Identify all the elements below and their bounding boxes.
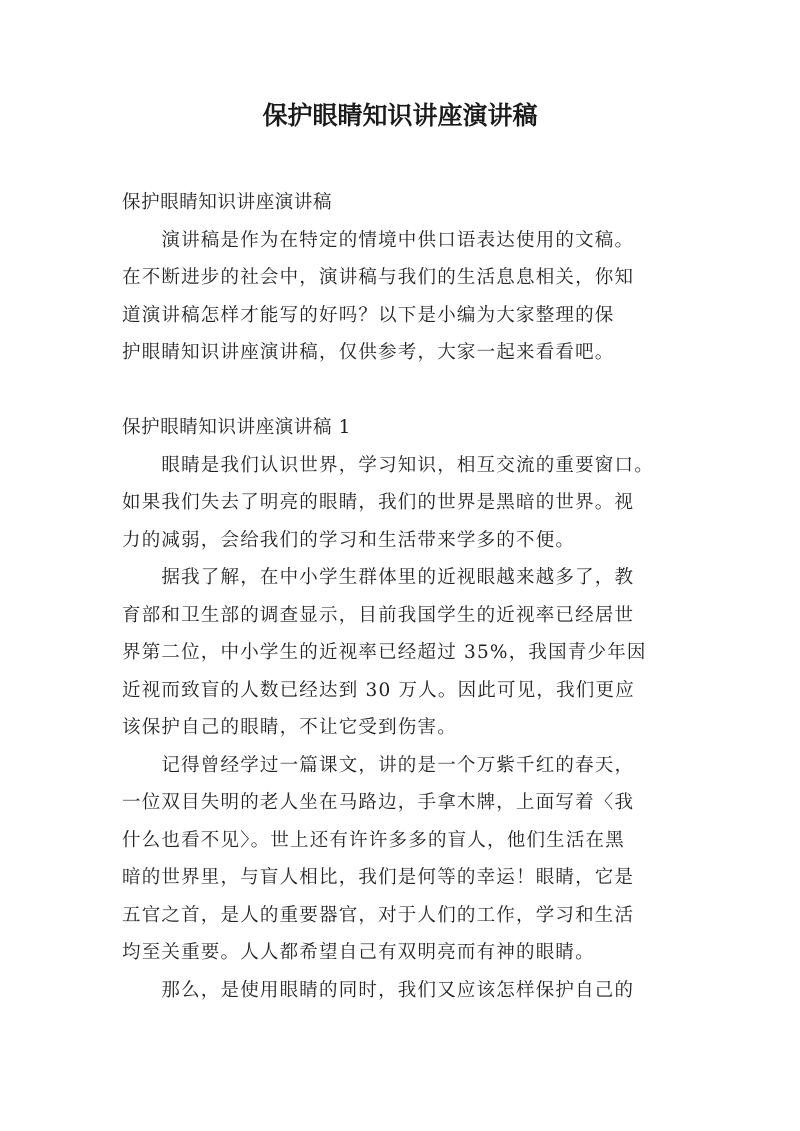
paragraph-line: 记得曾经学过一篇课文，讲的是一个万紫千红的春天， <box>122 754 635 776</box>
paragraph-line: 育部和卫生部的调查显示，目前我国学生的近视率已经居世 <box>122 604 635 626</box>
section-heading: 保护眼睛知识讲座演讲稿 <box>122 192 333 213</box>
paragraph-line: 一位双目失明的老人坐在马路边，手拿木牌，上面写着〈我 <box>122 792 635 813</box>
paragraph-line: 暗的世界里，与盲人相比，我们是何等的幸运！眼睛，它是 <box>122 867 635 888</box>
section-heading: 保护眼睛知识讲座演讲稿 1 <box>122 417 351 438</box>
paragraph-line: 眼睛是我们认识世界，学习知识，相互交流的重要窗口。 <box>122 454 654 476</box>
paragraph-line: 演讲稿是作为在特定的情境中供口语表达使用的文稿。 <box>122 229 635 251</box>
paragraph-line: 据我了解，在中小学生群体里的近视眼越来越多了，教 <box>122 567 635 588</box>
paragraph-line: 五官之首，是人的重要器官，对于人们的工作，学习和生活 <box>122 904 635 926</box>
paragraph-line: 力的减弱，会给我们的学习和生活带来学多的不便。 <box>122 529 576 551</box>
document-body <box>122 184 694 1009</box>
paragraph-line: 如果我们失去了明亮的眼睛，我们的世界是黑暗的世界。视 <box>122 492 635 513</box>
paragraph-line: 在不断进步的社会中，演讲稿与我们的生活息息相关，你知 <box>122 267 635 288</box>
paragraph-line: 护眼睛知识讲座演讲稿，仅供参考，大家一起来看看吧。 <box>122 342 615 363</box>
paragraph-line: 该保护自己的眼睛，不让它受到伤害。 <box>122 717 457 738</box>
paragraph-line: 均至关重要。人人都希望自己有双明亮而有神的眼睛。 <box>122 942 595 963</box>
paragraph-line: 道演讲稿怎样才能写的好吗？以下是小编为大家整理的保 <box>122 304 615 326</box>
paragraph-line: 界第二位，中小学生的近视率已经超过 35%，我国青少年因 <box>122 642 647 663</box>
paragraph-line: 那么，是使用眼睛的同时，我们又应该怎样保护自己的 <box>122 979 635 1001</box>
page-title: 保护眼睛知识讲座演讲稿 <box>262 101 538 130</box>
paragraph-line: 什么也看不见〉。世上还有许许多多的盲人，他们生活在黑 <box>122 829 625 851</box>
section-spacer <box>122 372 694 410</box>
paragraph-line: 近视而致盲的人数已经达到 30 万人。因此可见，我们更应 <box>122 679 635 701</box>
